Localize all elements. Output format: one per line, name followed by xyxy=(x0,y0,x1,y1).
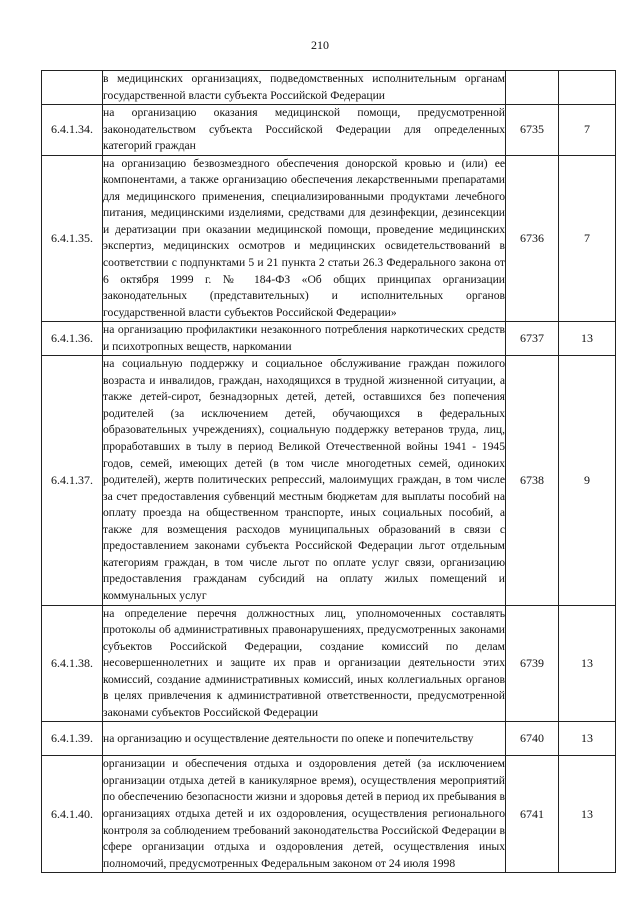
row-text: в медицинских организациях, подведомственных исполнительным органам государственной власти субъекта Российской Федерации xyxy=(103,72,505,102)
row-code: 6.4.1.34. xyxy=(42,105,103,156)
table-row xyxy=(42,605,616,722)
row-value: 9 xyxy=(559,356,616,605)
row-value: 7 xyxy=(559,155,616,321)
table-row xyxy=(42,322,616,356)
row-number: 6738 xyxy=(506,356,559,605)
row-code: 6.4.1.35. xyxy=(42,155,103,321)
row-code: 6.4.1.38. xyxy=(42,605,103,722)
row-value: 13 xyxy=(559,605,616,722)
row-text: организации и обеспечения отдыха и оздоровления детей (за исключением организации отдыха детей в каникулярное время), осуществления мероприятий по обеспечению безопасности жизни и здоровья детей в период их пребывания в организациях отдыха детей и их оздоровления, осуществления регионального контроля за соблюдением требований законодательства Российской Федерации в сфере организации отдыха и оздоровления детей, осуществления иных полномочий, предусмотренных Федеральным законом от 24 июля 1998 xyxy=(103,757,505,870)
row-text: на организацию оказания медицинской помощи, предусмотренной законодательством субъекта Российской Федерации для определенных категорий граждан xyxy=(103,106,505,153)
table-row xyxy=(42,155,616,321)
row-code: 6.4.1.37. xyxy=(42,356,103,605)
row-value: 13 xyxy=(559,722,616,756)
table-row xyxy=(42,71,616,105)
row-value: 13 xyxy=(559,322,616,356)
budget-classification-table xyxy=(41,70,616,873)
row-number: 6735 xyxy=(506,105,559,156)
table-row xyxy=(42,756,616,873)
row-number xyxy=(506,71,559,105)
row-code xyxy=(42,71,103,105)
row-code: 6.4.1.36. xyxy=(42,322,103,356)
table-row xyxy=(42,105,616,156)
table-row xyxy=(42,356,616,605)
row-text: на организацию профилактики незаконного потребления наркотических средств и психотропных веществ, наркомании xyxy=(103,323,505,353)
row-value: 7 xyxy=(559,105,616,156)
row-number: 6740 xyxy=(506,722,559,756)
row-number: 6741 xyxy=(506,756,559,873)
row-number: 6739 xyxy=(506,605,559,722)
row-code: 6.4.1.40. xyxy=(42,756,103,873)
row-value: 13 xyxy=(559,756,616,873)
row-code: 6.4.1.39. xyxy=(42,722,103,756)
page-number: 210 xyxy=(311,38,329,52)
row-text: на организацию безвозмездного обеспечения донорской кровью и (или) ее компонентами, а также организацию обеспечения лекарственными препаратами для медицинского применения, специализированными продуктами лечебного питания, медицинскими изделиями, средствами для дезинфекции, дезинсекции и дератизации при оказании медицинской помощи, проведение медицинских экспертиз, медицинских осмотров и медицинских освидетельствований в соответствии с подпунктами 5 и 21 пункта 2 статьи 26.3 Федерального закона от 6 октября 1999 г. № 184-ФЗ «Об общих принципах организации законодательных (представительных) и исполнительных органов государственной власти субъектов Российской Федерации» xyxy=(103,156,505,319)
row-number: 6737 xyxy=(506,322,559,356)
row-text: на определение перечня должностных лиц, уполномоченных составлять протоколы об административных правонарушениях, предусмотренных законами субъектов Российской Федерации, создание комиссий по делам несовершеннолетних и защите их прав и организации деятельности этих комиссий, создание административных комиссий, иных коллегиальных органов в целях привлечения к административной ответственности, предусмотренной законами субъектов Российской Федерации xyxy=(103,606,505,719)
row-number: 6736 xyxy=(506,155,559,321)
row-value xyxy=(559,71,616,105)
table-row xyxy=(42,722,616,756)
row-text: на организацию и осуществление деятельности по опеке и попечительству xyxy=(103,731,474,745)
row-text: на социальную поддержку и социальное обслуживание граждан пожилого возраста и инвалидов, граждан, находящихся в трудной жизненной ситуации, а также детей-сирот, безнадзорных детей, детей, оставшихся без попечения родителей (за исключением детей, обучающихся в федеральных образовательных учреждениях), социальную поддержку ветеранов труда, лиц, проработавших в тылу в период Великой Отечественной войны 1941 - 1945 годов, семей, имеющих детей (в том числе многодетных семей, одиноких родителей), жертв политических репрессий, малоимущих граждан, в том числе за счет предоставления субвенций местным бюджетам для выплаты пособий на оплату проезда на общественном транспорте, иных социальных пособий, а также для возмещения расходов муниципальных образований в связи с предоставлением законами субъекта Российской Федерации льгот отдельным категориям граждан, в том числе льгот по оплате услуг связи, организацию предоставления гражданам субсидий на оплату жилых помещений и коммунальных услуг xyxy=(103,357,505,602)
